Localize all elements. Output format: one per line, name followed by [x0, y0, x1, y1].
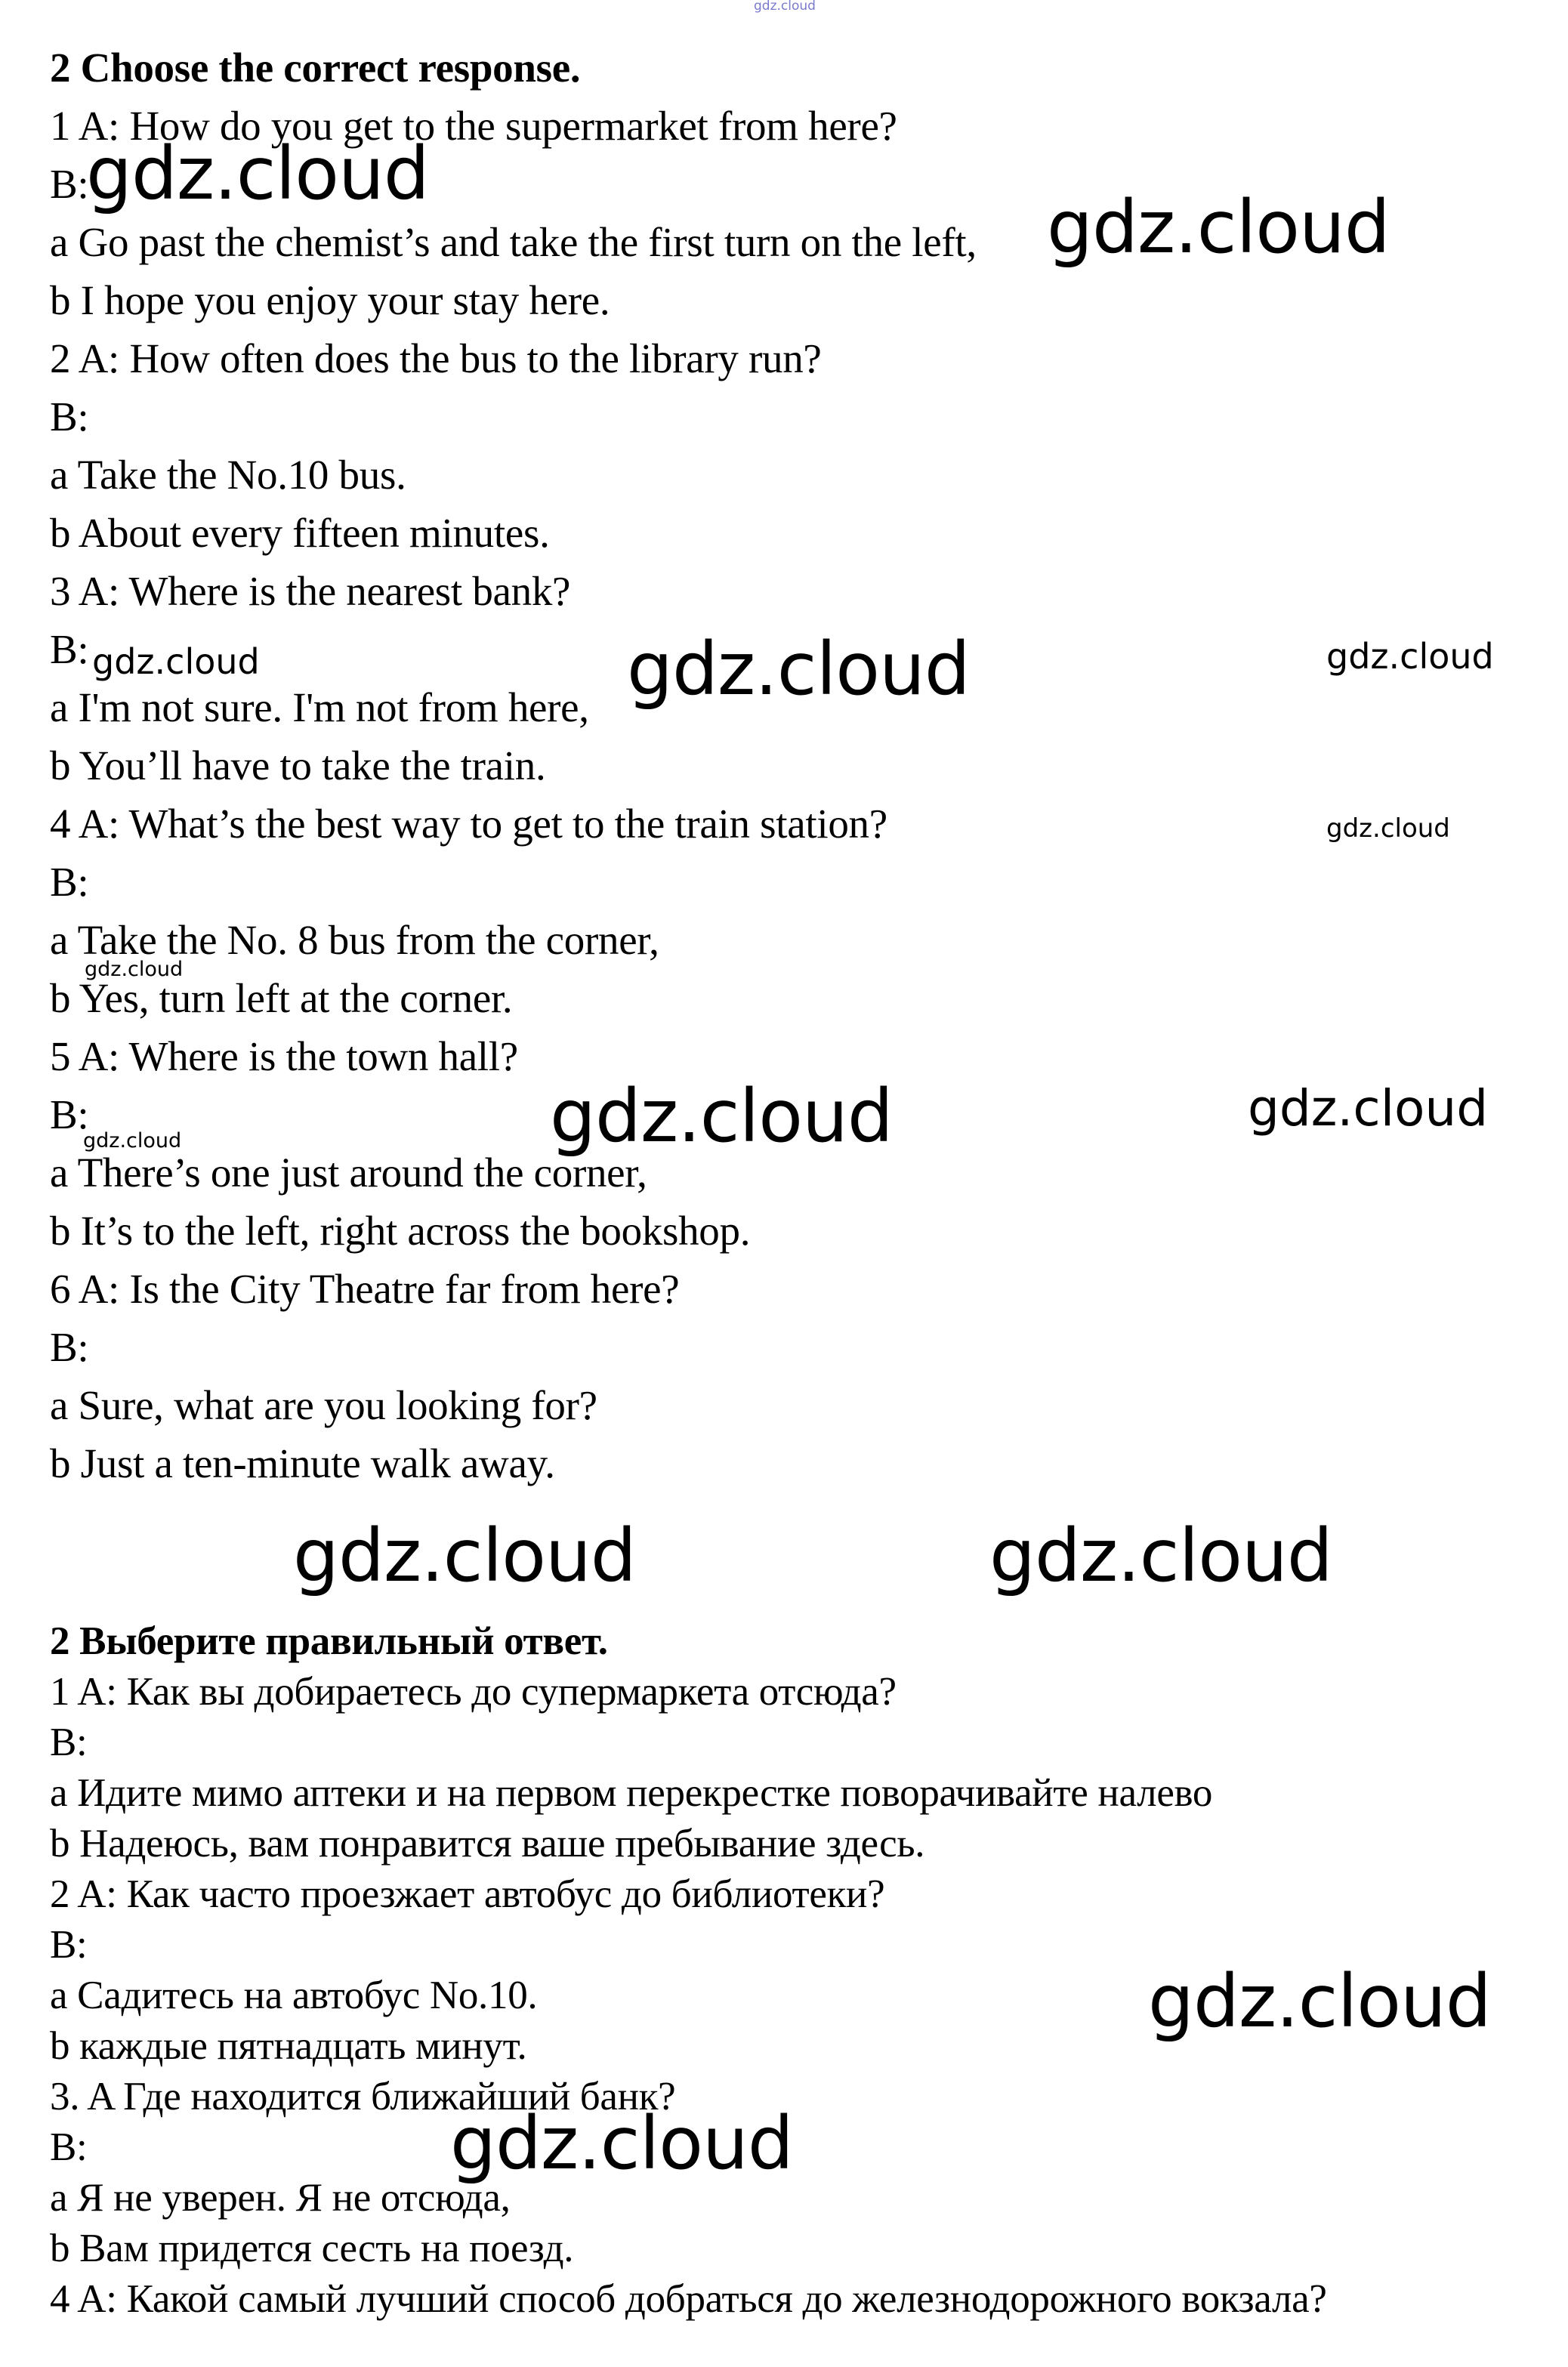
- question-4-en: 4 A: What’s the best way to get to the train station?: [50, 801, 887, 847]
- watermark-text: gdz.cloud: [1326, 813, 1450, 844]
- answer-prompt-3-en: B:: [50, 626, 89, 672]
- watermark-text: gdz.cloud: [293, 1514, 636, 1598]
- option-2b-ru: b каждые пятнадцать минут.: [50, 2024, 527, 2068]
- question-2-en: 2 A: How often does the bus to the library run?: [50, 335, 822, 381]
- watermark-text: gdz.cloud: [1148, 1959, 1491, 2044]
- watermark-text: gdz.cloud: [86, 131, 429, 216]
- option-1b-en: b I hope you enjoy your stay here.: [50, 277, 610, 323]
- option-6b-en: b Just a ten-minute walk away.: [50, 1440, 555, 1486]
- question-6-en: 6 A: Is the City Theatre far from here?: [50, 1266, 680, 1312]
- watermark-text: gdz.cloud: [83, 1129, 182, 1153]
- answer-prompt-2-en: B:: [50, 393, 89, 440]
- watermark-text: gdz.cloud: [754, 0, 816, 14]
- option-3b-ru: b Вам придется сесть на поезд.: [50, 2227, 574, 2270]
- question-5-en: 5 A: Where is the town hall?: [50, 1033, 518, 1079]
- watermark-text: gdz.cloud: [92, 641, 260, 682]
- answer-prompt-1-ru: B:: [50, 1720, 88, 1764]
- option-4a-en: a Take the No. 8 bus from the corner,: [50, 917, 659, 963]
- question-4-ru: 4 A: Какой самый лучший способ добраться до железнодорожного вокзала?: [50, 2277, 1327, 2321]
- option-5b-en: b It’s to the left, right across the bookshop.: [50, 1208, 751, 1254]
- watermark-text: gdz.cloud: [989, 1514, 1332, 1598]
- option-3b-en: b You’ll have to take the train.: [50, 742, 546, 788]
- option-1a-ru: a Идите мимо аптеки и на первом перекрестке поворачивайте налево: [50, 1771, 1213, 1815]
- option-2a-ru: a Садитесь на автобус No.10.: [50, 1974, 538, 2017]
- question-3-ru: 3. A Где находится ближайший банк?: [50, 2075, 676, 2119]
- answer-prompt-1-en: B:: [50, 161, 89, 207]
- watermark-text: gdz.cloud: [450, 2101, 793, 2186]
- answer-prompt-5-en: B:: [50, 1091, 89, 1137]
- question-1-en: 1 A: How do you get to the supermarket from here?: [50, 103, 897, 149]
- watermark-text: gdz.cloud: [1248, 1079, 1489, 1137]
- option-1a-en: a Go past the chemist’s and take the first turn on the left,: [50, 219, 977, 265]
- exercise-heading-en: 2 Choose the correct response.: [50, 45, 581, 91]
- option-2b-en: b About every fifteen minutes.: [50, 510, 550, 556]
- option-1b-ru: b Надеюсь, вам понравится ваше пребывание здесь.: [50, 1822, 925, 1866]
- question-2-ru: 2 A: Как часто проезжает автобус до библиотеки?: [50, 1872, 885, 1916]
- answer-prompt-2-ru: B:: [50, 1923, 88, 1967]
- watermark-text: gdz.cloud: [85, 958, 184, 981]
- watermark-text: gdz.cloud: [550, 1074, 893, 1159]
- option-3a-ru: a Я не уверен. Я не отсюда,: [50, 2176, 511, 2220]
- option-3a-en: a I'm not sure. I'm not from here,: [50, 684, 589, 730]
- watermark-text: gdz.cloud: [1326, 636, 1494, 677]
- exercise-heading-ru: 2 Выберите правильный ответ.: [50, 1619, 608, 1663]
- watermark-text: gdz.cloud: [627, 627, 970, 711]
- answer-prompt-6-en: B:: [50, 1324, 89, 1370]
- option-2a-en: a Take the No.10 bus.: [50, 452, 406, 498]
- watermark-text: gdz.cloud: [1047, 185, 1390, 270]
- option-4b-en: b Yes, turn left at the corner.: [50, 975, 513, 1021]
- answer-prompt-4-en: B:: [50, 859, 89, 905]
- option-6a-en: a Sure, what are you looking for?: [50, 1382, 597, 1428]
- option-5a-en: a There’s one just around the corner,: [50, 1150, 647, 1196]
- answer-prompt-3-ru: B:: [50, 2125, 88, 2169]
- question-1-ru: 1 A: Как вы добираетесь до супермаркета отсюда?: [50, 1670, 897, 1714]
- question-3-en: 3 A: Where is the nearest bank?: [50, 568, 571, 614]
